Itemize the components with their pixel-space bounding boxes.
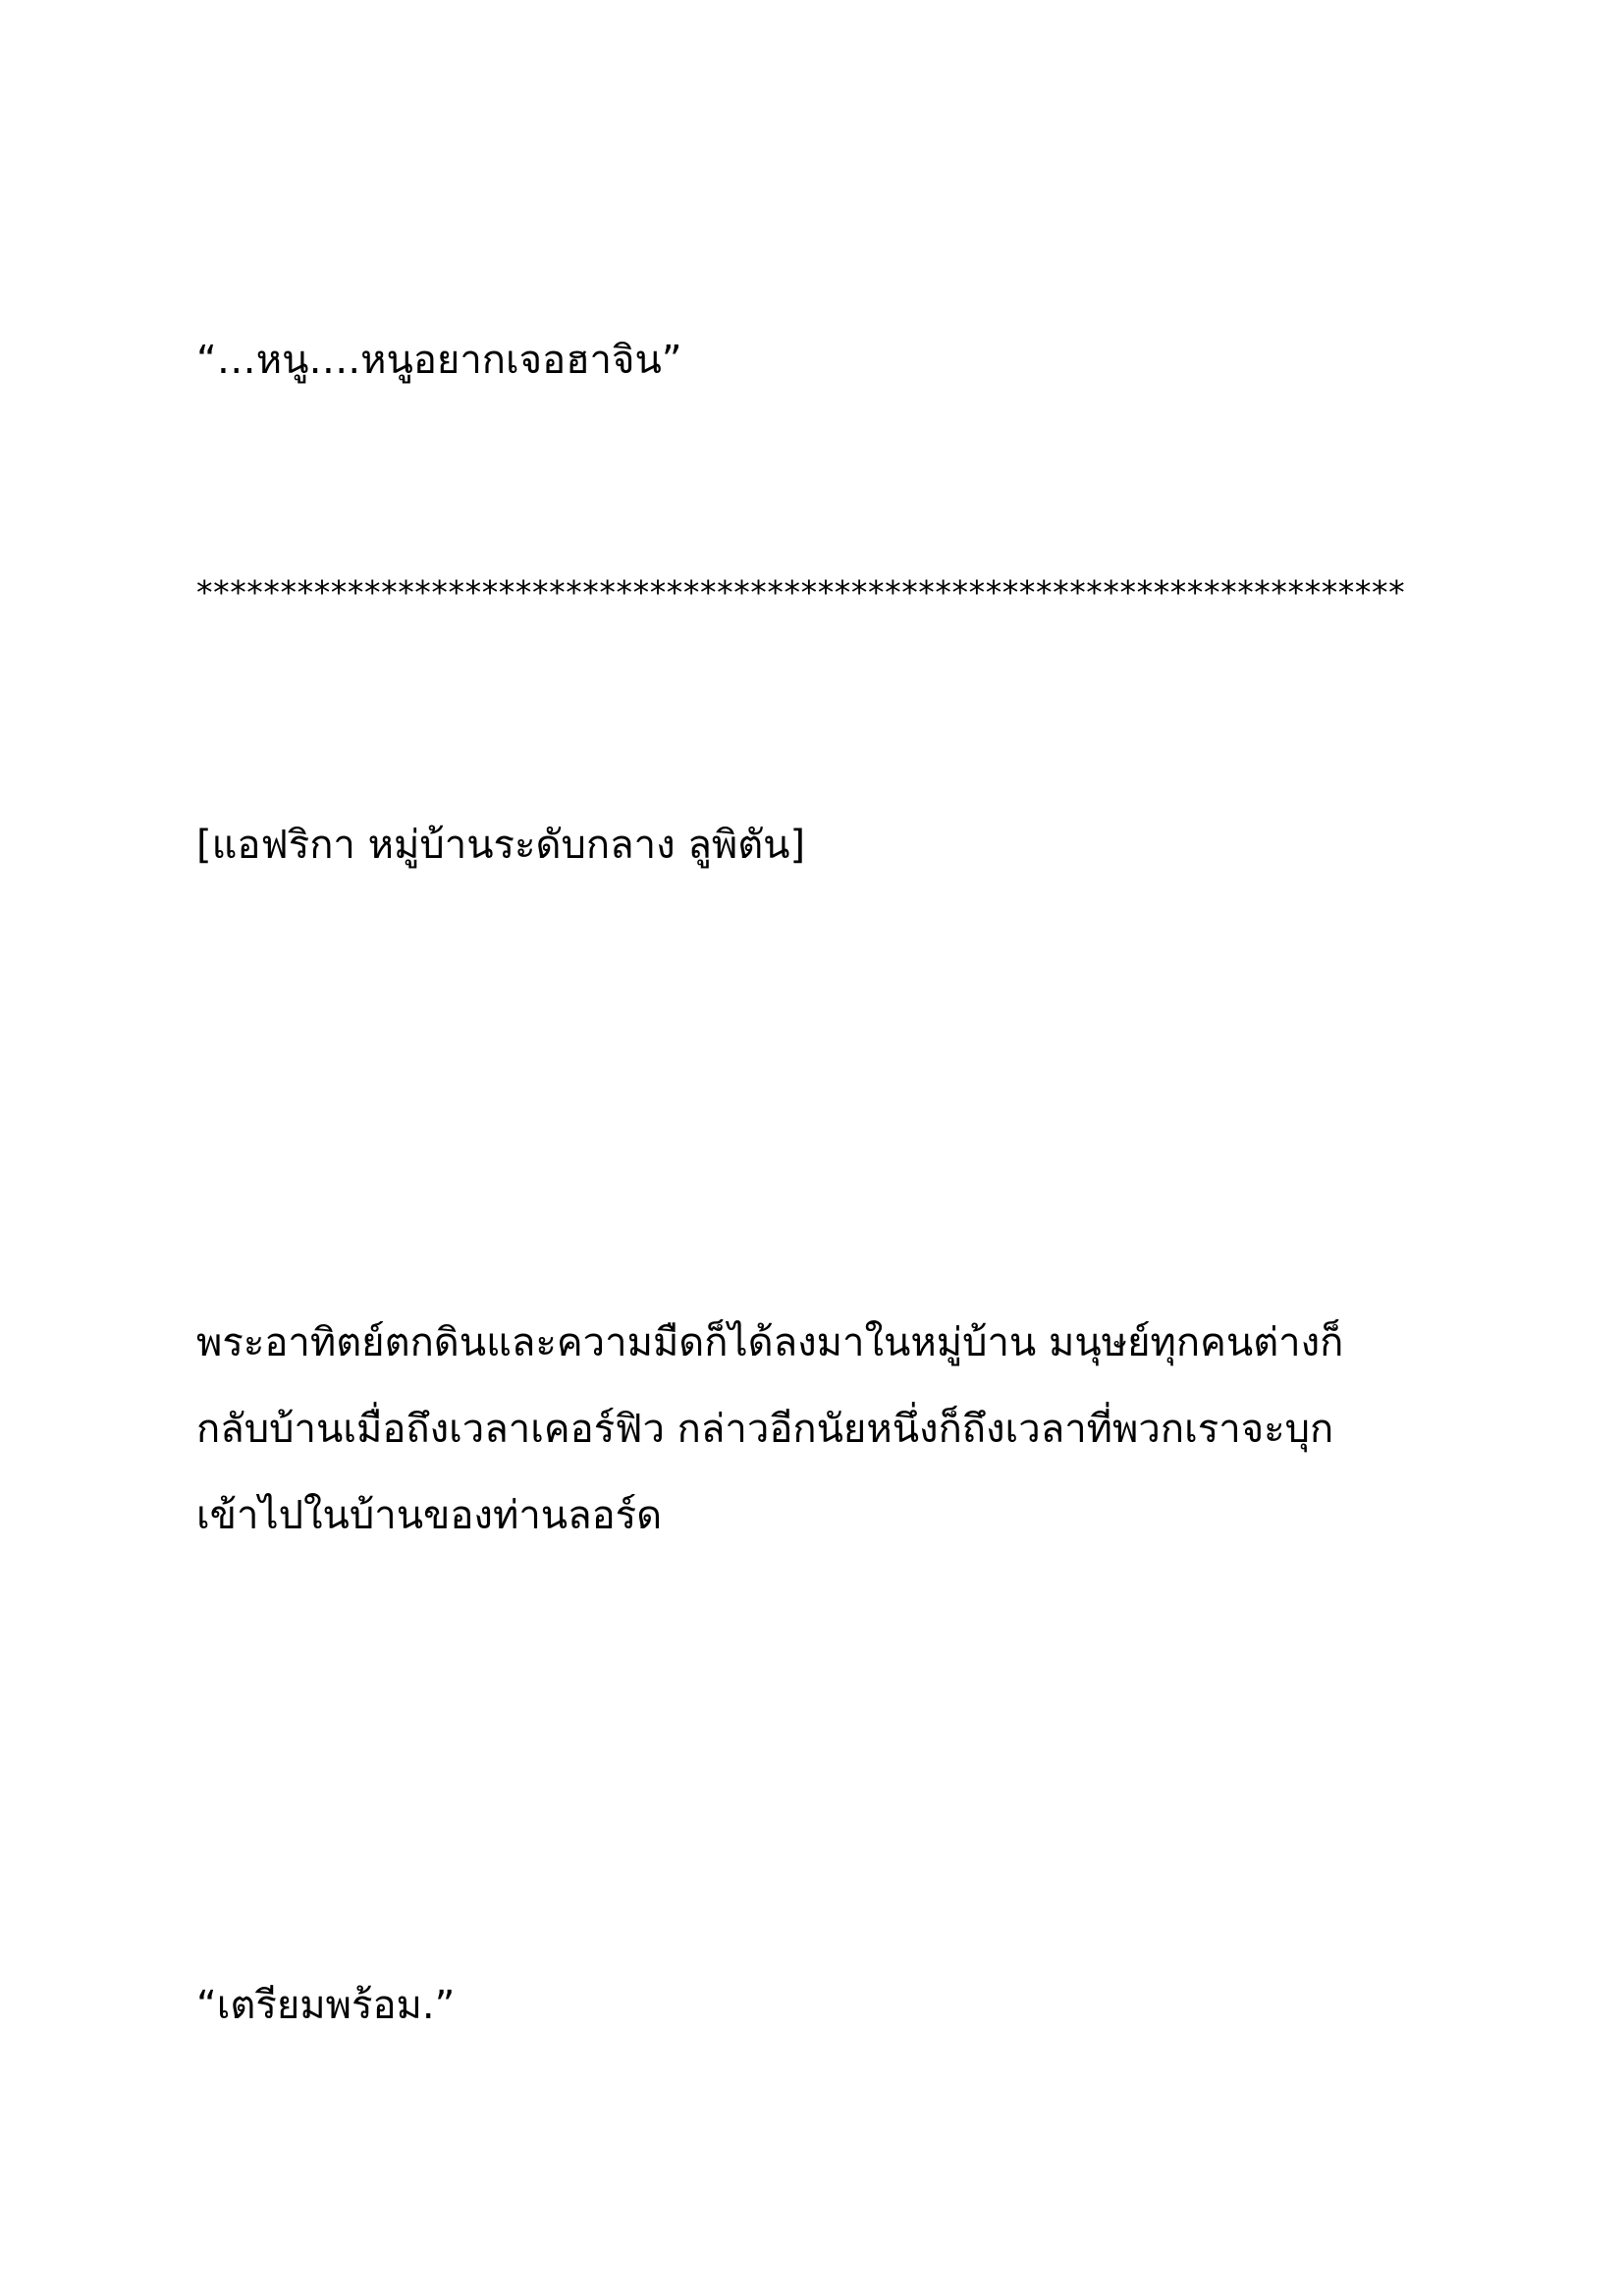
narrative-paragraph xyxy=(196,1300,1434,1559)
paragraph-line: เข้าไปในบ้านของท่านลอร์ด xyxy=(196,1493,663,1538)
paragraph-line: พระอาทิตย์ตกดินและความมืดก็ได้ลงมาในหมู่บ้าน มนุษย์ทุกคนต่างก็ xyxy=(196,1320,1344,1365)
scene-separator: ************************************************************************ xyxy=(196,573,1406,612)
scene-heading: [แอฟริกา หมู่บ้านระดับกลาง ลูพิตัน] xyxy=(196,823,806,868)
paragraph-line: กลับบ้านเมื่อถึงเวลาเคอร์ฟิว กล่าวอีกนัยหนึ่งก็ถึงเวลาที่พวกเราจะบุก xyxy=(196,1407,1334,1452)
dialogue-line: “…หนู….หนูอยากเจอฮาจิน” xyxy=(196,338,682,383)
dialogue-line: “เตรียมพร้อม.” xyxy=(196,1983,456,2028)
